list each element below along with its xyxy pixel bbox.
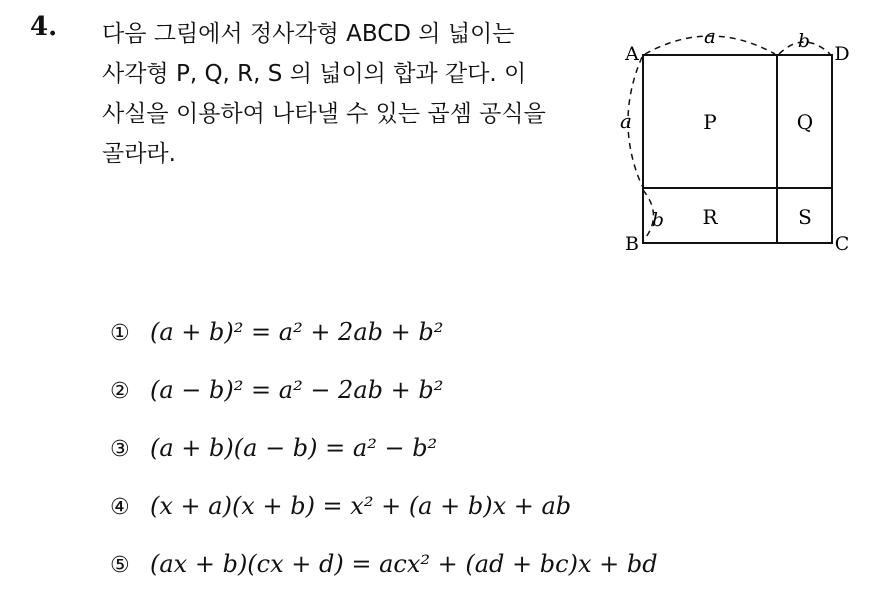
region-s: S [798, 205, 812, 229]
choice-marker: ⑤ [110, 553, 130, 578]
region-r: R [702, 205, 718, 229]
choice-formula: (ax + b)(cx + d) = acx² + (ad + bc)x + bd [150, 550, 658, 578]
label-left-a: a [620, 109, 632, 133]
choice-4[interactable] [110, 492, 658, 550]
choice-5[interactable] [110, 550, 658, 608]
choice-formula: (a + b)(a − b) = a² − b² [150, 434, 438, 462]
choice-marker: ② [110, 379, 130, 404]
choice-2[interactable] [110, 376, 658, 434]
choice-3[interactable] [110, 434, 658, 492]
question-text [102, 14, 602, 174]
question-line-4: 골라라. [102, 141, 176, 167]
label-top-b: b [797, 30, 811, 52]
question-line-3: 사실을 이용하여 나타낼 수 있는 곱셈 공식을 [102, 101, 546, 127]
question-number: 4. [30, 12, 58, 42]
choice-marker: ④ [110, 495, 130, 520]
vertex-a: A [625, 43, 639, 65]
question-line-2: 사각형 P, Q, R, S 의 넓이의 합과 같다. 이 [102, 61, 527, 87]
answer-choices [110, 318, 658, 608]
choice-formula: (x + a)(x + b) = x² + (a + b)x + ab [150, 492, 572, 520]
vertex-c: C [834, 233, 850, 255]
question-line-1: 다음 그림에서 정사각형 ABCD 의 넓이는 [102, 21, 515, 47]
label-left-b: b [651, 209, 665, 231]
region-p: P [703, 110, 717, 134]
choice-marker: ③ [110, 437, 130, 462]
choice-formula: (a + b)² = a² + 2ab + b² [150, 318, 444, 346]
vertex-b: B [625, 233, 639, 255]
choice-1[interactable] [110, 318, 658, 376]
region-q: Q [796, 110, 814, 134]
square-diagram [612, 18, 852, 258]
choice-formula: (a − b)² = a² − 2ab + b² [150, 376, 444, 404]
label-top-a: a [704, 24, 716, 48]
vertex-d: D [834, 43, 850, 65]
choice-marker: ① [110, 321, 130, 346]
